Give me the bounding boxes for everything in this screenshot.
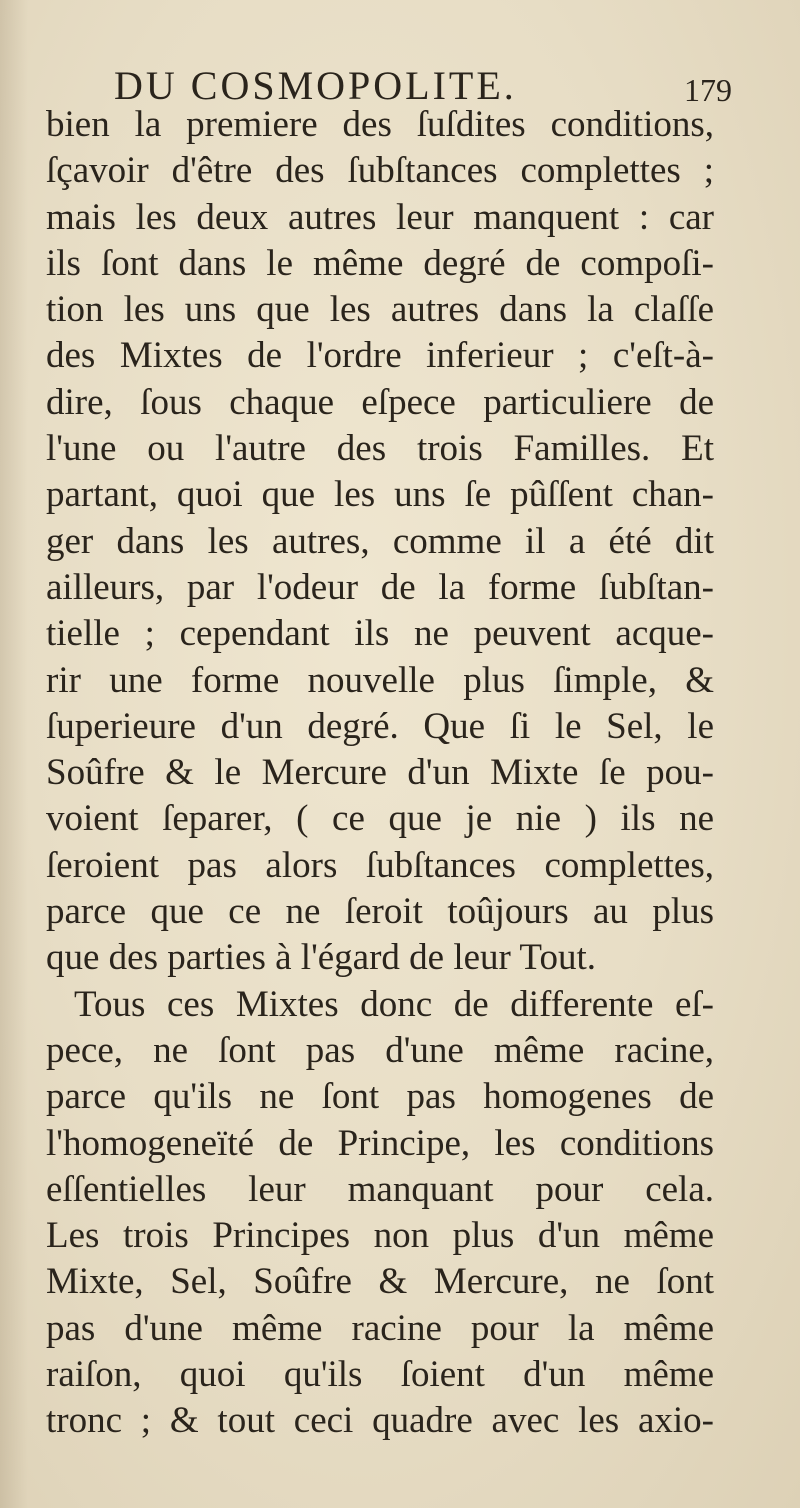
text-line: l'homogeneïté de Principe, les conditions [46,1122,714,1164]
text-line: partant, quoi que les uns ſe pûſſent chan- [46,474,714,516]
body-text [46,102,714,1445]
text-line: tion les uns que les autres dans la claſſe [46,289,714,331]
text-line: Soûfre & le Mercure d'un Mixte ſe pou- [46,752,714,794]
text-line: tielle ; cependant ils ne peuvent acque- [46,613,714,655]
text-line: ſçavoir d'être des ſubſtances complettes ; [46,150,714,192]
text-line: tronc ; & tout ceci quadre avec les axio- [46,1400,714,1442]
text-line-paragraph-end: que des parties à l'égard de leur Tout. [46,937,596,979]
text-line: pece, ne ſont pas d'une même racine, [46,1029,714,1071]
text-line: rir une forme nouvelle plus ſimple, & [46,659,714,701]
text-line: l'une ou l'autre des trois Familles. Et [46,428,714,470]
text-line: mais les deux autres leur manquent : car [46,196,714,238]
text-line-paragraph-start: Tous ces Mixtes donc de differente eſ- [74,983,714,1025]
binding-shadow [0,0,28,1508]
text-line: parce que ce ne ſeroit toûjours au plus [46,891,714,933]
text-line: ger dans les autres, comme il a été dit [46,520,714,562]
text-line: des Mixtes de l'ordre inferieur ; c'eſt-à- [46,335,714,377]
text-line: Les trois Principes non plus d'un même [46,1215,714,1257]
text-line: bien la premiere des ſuſdites conditions, [46,104,714,145]
text-line: ailleurs, par l'odeur de la forme ſubſtan- [46,566,714,608]
text-line: eſſentielles leur manquant pour cela. [46,1168,714,1210]
text-line: ſeroient pas alors ſubſtances complettes, [46,844,714,886]
text-line: parce qu'ils ne ſont pas homogenes de [46,1076,714,1118]
text-line: ils ſont dans le même degré de compoſi- [46,242,714,284]
text-line: Mixte, Sel, Soûfre & Mercure, ne ſont [46,1261,714,1303]
page-number: 179 [684,72,732,108]
text-line: voient ſeparer, ( ce que je nie ) ils ne [46,798,714,840]
text-line: dire, ſous chaque eſpece particuliere de [46,381,714,423]
running-head: DU COSMOPOLITE. [114,63,517,108]
text-line: ſuperieure d'un degré. Que ſi le Sel, le [46,705,714,747]
text-line: raiſon, quoi qu'ils ſoient d'un même [46,1354,714,1396]
text-line: pas d'une même racine pour la même [46,1307,714,1349]
